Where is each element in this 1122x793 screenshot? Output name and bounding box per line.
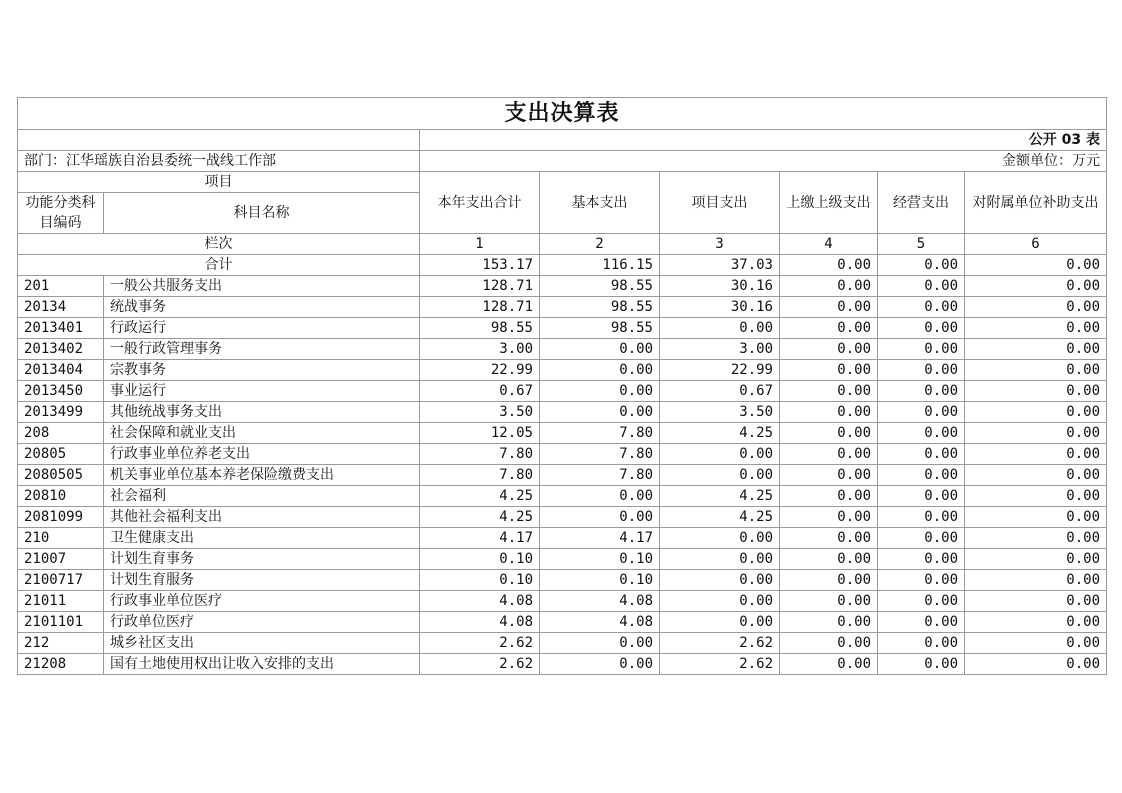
total-value: 116.15 [540,255,660,276]
cell-project: 3.00 [660,339,780,360]
cell-name: 计划生育服务 [104,570,420,591]
cell-total: 3.00 [420,339,540,360]
cell-code: 20805 [18,444,104,465]
cell-project: 0.00 [660,591,780,612]
cell-remit: 0.00 [780,276,878,297]
cell-code: 2080505 [18,465,104,486]
cell-code: 20810 [18,486,104,507]
cell-total: 4.08 [420,591,540,612]
header-func-code: 功能分类科目编码 [18,193,104,234]
cell-operating: 0.00 [878,402,965,423]
cell-basic: 0.00 [540,360,660,381]
cell-operating: 0.00 [878,297,965,318]
cell-name: 计划生育事务 [104,549,420,570]
table-row [18,381,1107,402]
cell-total: 128.71 [420,276,540,297]
cell-basic: 7.80 [540,423,660,444]
cell-code: 2013450 [18,381,104,402]
total-label: 合计 [18,255,420,276]
cell-total: 4.17 [420,528,540,549]
cell-total: 2.62 [420,633,540,654]
cell-remit: 0.00 [780,528,878,549]
cell-project: 0.00 [660,444,780,465]
cell-subsidy: 0.00 [965,423,1107,444]
cell-operating: 0.00 [878,654,965,675]
column-number-5: 5 [878,234,965,255]
cell-project: 30.16 [660,276,780,297]
cell-total: 128.71 [420,297,540,318]
cell-basic: 0.00 [540,402,660,423]
cell-total: 98.55 [420,318,540,339]
cell-code: 2101101 [18,612,104,633]
cell-project: 0.67 [660,381,780,402]
cell-remit: 0.00 [780,507,878,528]
cell-operating: 0.00 [878,591,965,612]
cell-code: 21007 [18,549,104,570]
cell-name: 城乡社区支出 [104,633,420,654]
cell-operating: 0.00 [878,444,965,465]
cell-subsidy: 0.00 [965,591,1107,612]
cell-project: 0.00 [660,612,780,633]
cell-name: 其他统战事务支出 [104,402,420,423]
cell-basic: 98.55 [540,318,660,339]
cell-operating: 0.00 [878,423,965,444]
cell-name: 机关事业单位基本养老保险缴费支出 [104,465,420,486]
cell-basic: 0.00 [540,381,660,402]
cell-name: 一般行政管理事务 [104,339,420,360]
cell-code: 2100717 [18,570,104,591]
table-row [18,486,1107,507]
cell-total: 4.08 [420,612,540,633]
cell-operating: 0.00 [878,507,965,528]
cell-operating: 0.00 [878,549,965,570]
cell-basic: 0.00 [540,486,660,507]
header-operating: 经营支出 [878,172,965,234]
expenditure-table [17,97,1107,675]
cell-subsidy: 0.00 [965,528,1107,549]
header-subject-name: 科目名称 [104,193,420,234]
cell-remit: 0.00 [780,444,878,465]
cell-remit: 0.00 [780,612,878,633]
meta-blank [18,130,420,151]
department-label: 部门：江华瑶族自治县委统一战线工作部 [18,151,420,172]
header-total: 本年支出合计 [420,172,540,234]
cell-name: 行政单位医疗 [104,612,420,633]
header-basic: 基本支出 [540,172,660,234]
table-row [18,633,1107,654]
cell-name: 宗教事务 [104,360,420,381]
cell-subsidy: 0.00 [965,381,1107,402]
cell-subsidy: 0.00 [965,465,1107,486]
cell-operating: 0.00 [878,381,965,402]
cell-remit: 0.00 [780,423,878,444]
form-number: 公开 03 表 [420,130,1107,151]
column-number-3: 3 [660,234,780,255]
cell-code: 212 [18,633,104,654]
cell-basic: 0.00 [540,507,660,528]
cell-subsidy: 0.00 [965,507,1107,528]
cell-remit: 0.00 [780,297,878,318]
cell-code: 20134 [18,297,104,318]
table-row [18,423,1107,444]
cell-project: 22.99 [660,360,780,381]
cell-name: 事业运行 [104,381,420,402]
cell-subsidy: 0.00 [965,360,1107,381]
table-row [18,402,1107,423]
cell-basic: 0.00 [540,339,660,360]
cell-subsidy: 0.00 [965,318,1107,339]
cell-operating: 0.00 [878,612,965,633]
cell-code: 21011 [18,591,104,612]
total-value: 0.00 [878,255,965,276]
cell-project: 2.62 [660,633,780,654]
cell-total: 7.80 [420,465,540,486]
cell-basic: 0.10 [540,549,660,570]
cell-basic: 0.00 [540,633,660,654]
cell-code: 2013404 [18,360,104,381]
column-number-1: 1 [420,234,540,255]
cell-code: 2013499 [18,402,104,423]
cell-name: 国有土地使用权出让收入安排的支出 [104,654,420,675]
cell-total: 0.67 [420,381,540,402]
cell-total: 4.25 [420,507,540,528]
cell-operating: 0.00 [878,570,965,591]
cell-project: 4.25 [660,423,780,444]
table-row [18,591,1107,612]
cell-basic: 7.80 [540,465,660,486]
cell-name: 行政事业单位养老支出 [104,444,420,465]
total-value: 0.00 [780,255,878,276]
cell-remit: 0.00 [780,318,878,339]
cell-total: 2.62 [420,654,540,675]
cell-project: 30.16 [660,297,780,318]
cell-remit: 0.00 [780,549,878,570]
cell-code: 2013401 [18,318,104,339]
cell-project: 0.00 [660,528,780,549]
total-value: 153.17 [420,255,540,276]
cell-remit: 0.00 [780,465,878,486]
cell-remit: 0.00 [780,381,878,402]
cell-remit: 0.00 [780,360,878,381]
cell-subsidy: 0.00 [965,402,1107,423]
table-row [18,528,1107,549]
cell-remit: 0.00 [780,591,878,612]
total-row [18,255,1107,276]
cell-operating: 0.00 [878,633,965,654]
table-row [18,570,1107,591]
cell-remit: 0.00 [780,654,878,675]
total-value: 0.00 [965,255,1107,276]
table-row [18,654,1107,675]
cell-operating: 0.00 [878,486,965,507]
cell-subsidy: 0.00 [965,486,1107,507]
cell-subsidy: 0.00 [965,444,1107,465]
cell-operating: 0.00 [878,528,965,549]
cell-basic: 4.17 [540,528,660,549]
cell-remit: 0.00 [780,486,878,507]
cell-basic: 0.00 [540,654,660,675]
cell-remit: 0.00 [780,570,878,591]
header-remit: 上缴上级支出 [780,172,878,234]
cell-subsidy: 0.00 [965,570,1107,591]
cell-subsidy: 0.00 [965,276,1107,297]
cell-code: 2081099 [18,507,104,528]
cell-remit: 0.00 [780,339,878,360]
cell-name: 卫生健康支出 [104,528,420,549]
table-row [18,339,1107,360]
cell-operating: 0.00 [878,360,965,381]
cell-code: 210 [18,528,104,549]
cell-project: 4.25 [660,486,780,507]
cell-operating: 0.00 [878,276,965,297]
cell-operating: 0.00 [878,318,965,339]
cell-total: 0.10 [420,549,540,570]
cell-subsidy: 0.00 [965,633,1107,654]
cell-project: 2.62 [660,654,780,675]
cell-name: 行政运行 [104,318,420,339]
cell-project: 0.00 [660,570,780,591]
total-value: 37.03 [660,255,780,276]
data-rows [18,276,1107,675]
cell-basic: 98.55 [540,297,660,318]
cell-total: 22.99 [420,360,540,381]
cell-name: 统战事务 [104,297,420,318]
cell-total: 3.50 [420,402,540,423]
cell-operating: 0.00 [878,465,965,486]
cell-name: 其他社会福利支出 [104,507,420,528]
table-row [18,507,1107,528]
cell-name: 社会保障和就业支出 [104,423,420,444]
cell-name: 社会福利 [104,486,420,507]
cell-subsidy: 0.00 [965,654,1107,675]
cell-total: 4.25 [420,486,540,507]
cell-subsidy: 0.00 [965,549,1107,570]
cell-project: 0.00 [660,549,780,570]
page-title: 支出决算表 [18,98,1107,130]
table-row [18,318,1107,339]
table-row [18,360,1107,381]
cell-basic: 98.55 [540,276,660,297]
cell-name: 一般公共服务支出 [104,276,420,297]
amount-unit: 金额单位：万元 [420,151,1107,172]
cell-project: 3.50 [660,402,780,423]
cell-basic: 0.10 [540,570,660,591]
table-row [18,612,1107,633]
cell-subsidy: 0.00 [965,339,1107,360]
table-row [18,465,1107,486]
table-row [18,549,1107,570]
table-row [18,297,1107,318]
table-row [18,444,1107,465]
cell-code: 2013402 [18,339,104,360]
header-project: 项目支出 [660,172,780,234]
cell-code: 201 [18,276,104,297]
cell-subsidy: 0.00 [965,297,1107,318]
cell-remit: 0.00 [780,402,878,423]
cell-project: 0.00 [660,465,780,486]
cell-basic: 4.08 [540,591,660,612]
column-number-6: 6 [965,234,1107,255]
cell-project: 4.25 [660,507,780,528]
header-item: 项目 [18,172,420,193]
cell-operating: 0.00 [878,339,965,360]
cell-name: 行政事业单位医疗 [104,591,420,612]
column-number-label: 栏次 [18,234,420,255]
cell-code: 208 [18,423,104,444]
cell-total: 7.80 [420,444,540,465]
column-number-4: 4 [780,234,878,255]
cell-code: 21208 [18,654,104,675]
cell-total: 12.05 [420,423,540,444]
cell-basic: 7.80 [540,444,660,465]
column-number-2: 2 [540,234,660,255]
cell-project: 0.00 [660,318,780,339]
cell-subsidy: 0.00 [965,612,1107,633]
table-row [18,276,1107,297]
header-subsidy: 对附属单位补助支出 [965,172,1107,234]
cell-remit: 0.00 [780,633,878,654]
cell-total: 0.10 [420,570,540,591]
cell-basic: 4.08 [540,612,660,633]
